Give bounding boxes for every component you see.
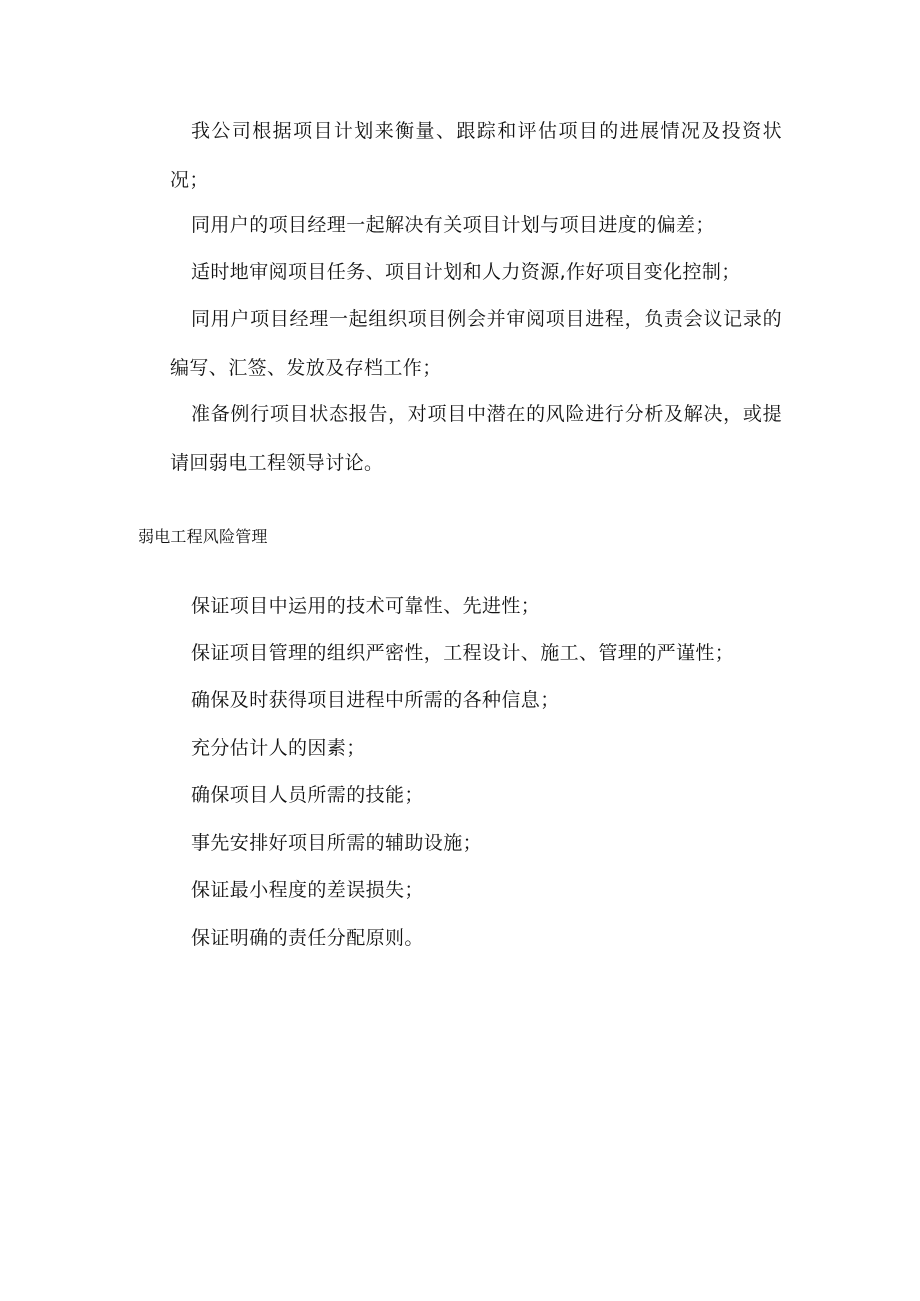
list-item: 确保及时获得项目进程中所需的各种信息； — [191, 689, 560, 711]
list-item: 保证明确的责任分配原则。 — [191, 927, 424, 949]
paragraph-progress-tracking: 我公司根据项目计划来衡量、跟踪和评估项目的进展情况及投资状况； — [170, 120, 782, 191]
list-item: 确保项目人员所需的技能； — [191, 784, 424, 806]
paragraph-project-meetings: 同用户项目经理一起组织项目例会并审阅项目进程，负责会议记录的编写、汇签、发放及存档工作； — [170, 308, 782, 379]
list-item: 充分估计人的因素； — [191, 737, 366, 759]
list-item: 保证项目中运用的技术可靠性、先进性； — [191, 595, 541, 617]
section-heading-risk-management: 弱电工程风险管理 — [138, 527, 268, 546]
list-item: 保证最小程度的差误损失； — [191, 879, 424, 901]
paragraph-schedule-deviation: 同用户的项目经理一起解决有关项目计划与项目进度的偏差； — [191, 214, 715, 236]
paragraph-status-report: 准备例行项目状态报告，对项目中潜在的风险进行分析及解决，或提请回弱电工程领导讨论。 — [170, 403, 782, 474]
list-item: 事先安排好项目所需的辅助设施； — [191, 832, 483, 854]
list-item: 保证项目管理的组织严密性，工程设计、施工、管理的严谨性； — [191, 642, 735, 664]
paragraph-change-control: 适时地审阅项目任务、项目计划和人力资源,作好项目变化控制； — [191, 261, 741, 283]
